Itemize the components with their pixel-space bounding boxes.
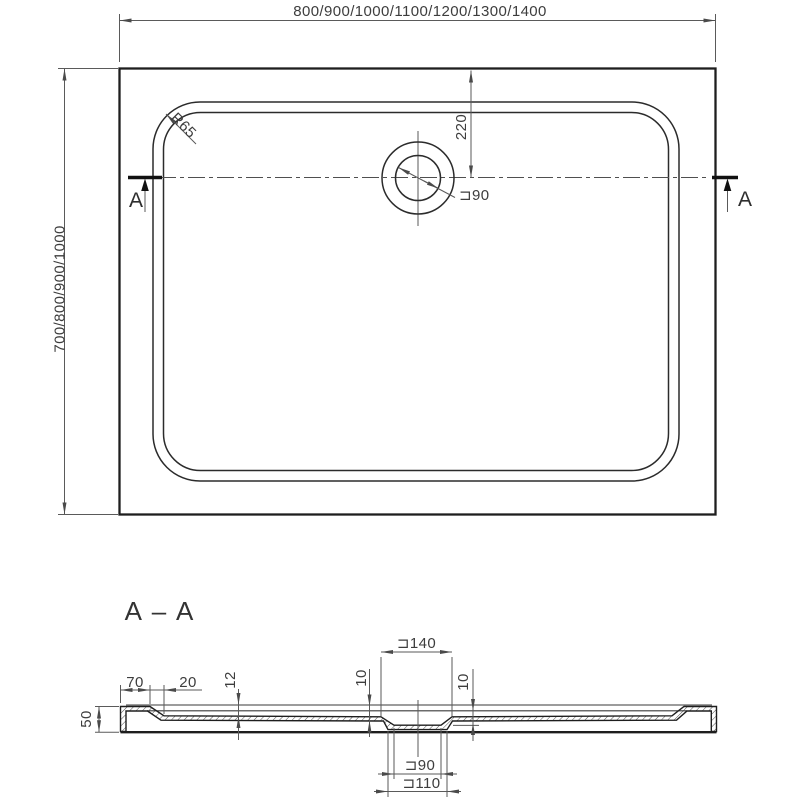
plan-width-dimension bbox=[120, 3, 716, 62]
step-depth-dimension bbox=[222, 671, 239, 740]
drain-offset-dimension bbox=[453, 71, 471, 178]
tray-height-label: 50 bbox=[78, 710, 95, 728]
drain-diameter-dimension bbox=[399, 168, 490, 205]
rim-width-dimension bbox=[121, 674, 151, 704]
tray-floor-edge bbox=[164, 113, 669, 471]
section-arrow-up-right bbox=[724, 179, 732, 192]
plan-depth-label: 700/800/900/1000 bbox=[51, 225, 69, 353]
step-width-label: 20 bbox=[179, 674, 197, 691]
drain-offset-label: 220 bbox=[453, 113, 470, 141]
section-view bbox=[78, 596, 717, 797]
step-width-dimension bbox=[150, 674, 202, 714]
drain-diameter-label: ⊐90 bbox=[459, 187, 490, 204]
section-letter-right: A bbox=[737, 188, 753, 211]
tray-rim-top-edge bbox=[153, 102, 679, 481]
step-depth-label: 12 bbox=[222, 671, 239, 689]
section-marker-left bbox=[128, 178, 162, 213]
floor-drop-dimension bbox=[353, 669, 370, 737]
plan-view bbox=[52, 3, 753, 515]
corner-radius-label: R65 bbox=[167, 109, 200, 142]
recess-top-diameter-dimension bbox=[381, 635, 452, 716]
section-title: A – A bbox=[124, 596, 196, 626]
rim-width-label: 70 bbox=[126, 674, 144, 691]
plan-depth-dimension bbox=[52, 69, 119, 515]
section-letter-left: A bbox=[128, 189, 144, 212]
drain bbox=[382, 131, 454, 226]
plan-width-label: 800/900/1000/1100/1200/1300/1400 bbox=[293, 3, 547, 20]
section-marker-right bbox=[712, 178, 752, 213]
floor-drop-label: 10 bbox=[353, 669, 370, 687]
recess-depth-label: 10 bbox=[455, 673, 472, 691]
recess-bottom-diameter-label: ⊐110 bbox=[402, 775, 441, 792]
drain-hole-diameter-label: ⊐90 bbox=[404, 757, 436, 774]
tray-height-dimension bbox=[78, 707, 119, 733]
recess-top-diameter-label: ⊐140 bbox=[396, 635, 437, 652]
